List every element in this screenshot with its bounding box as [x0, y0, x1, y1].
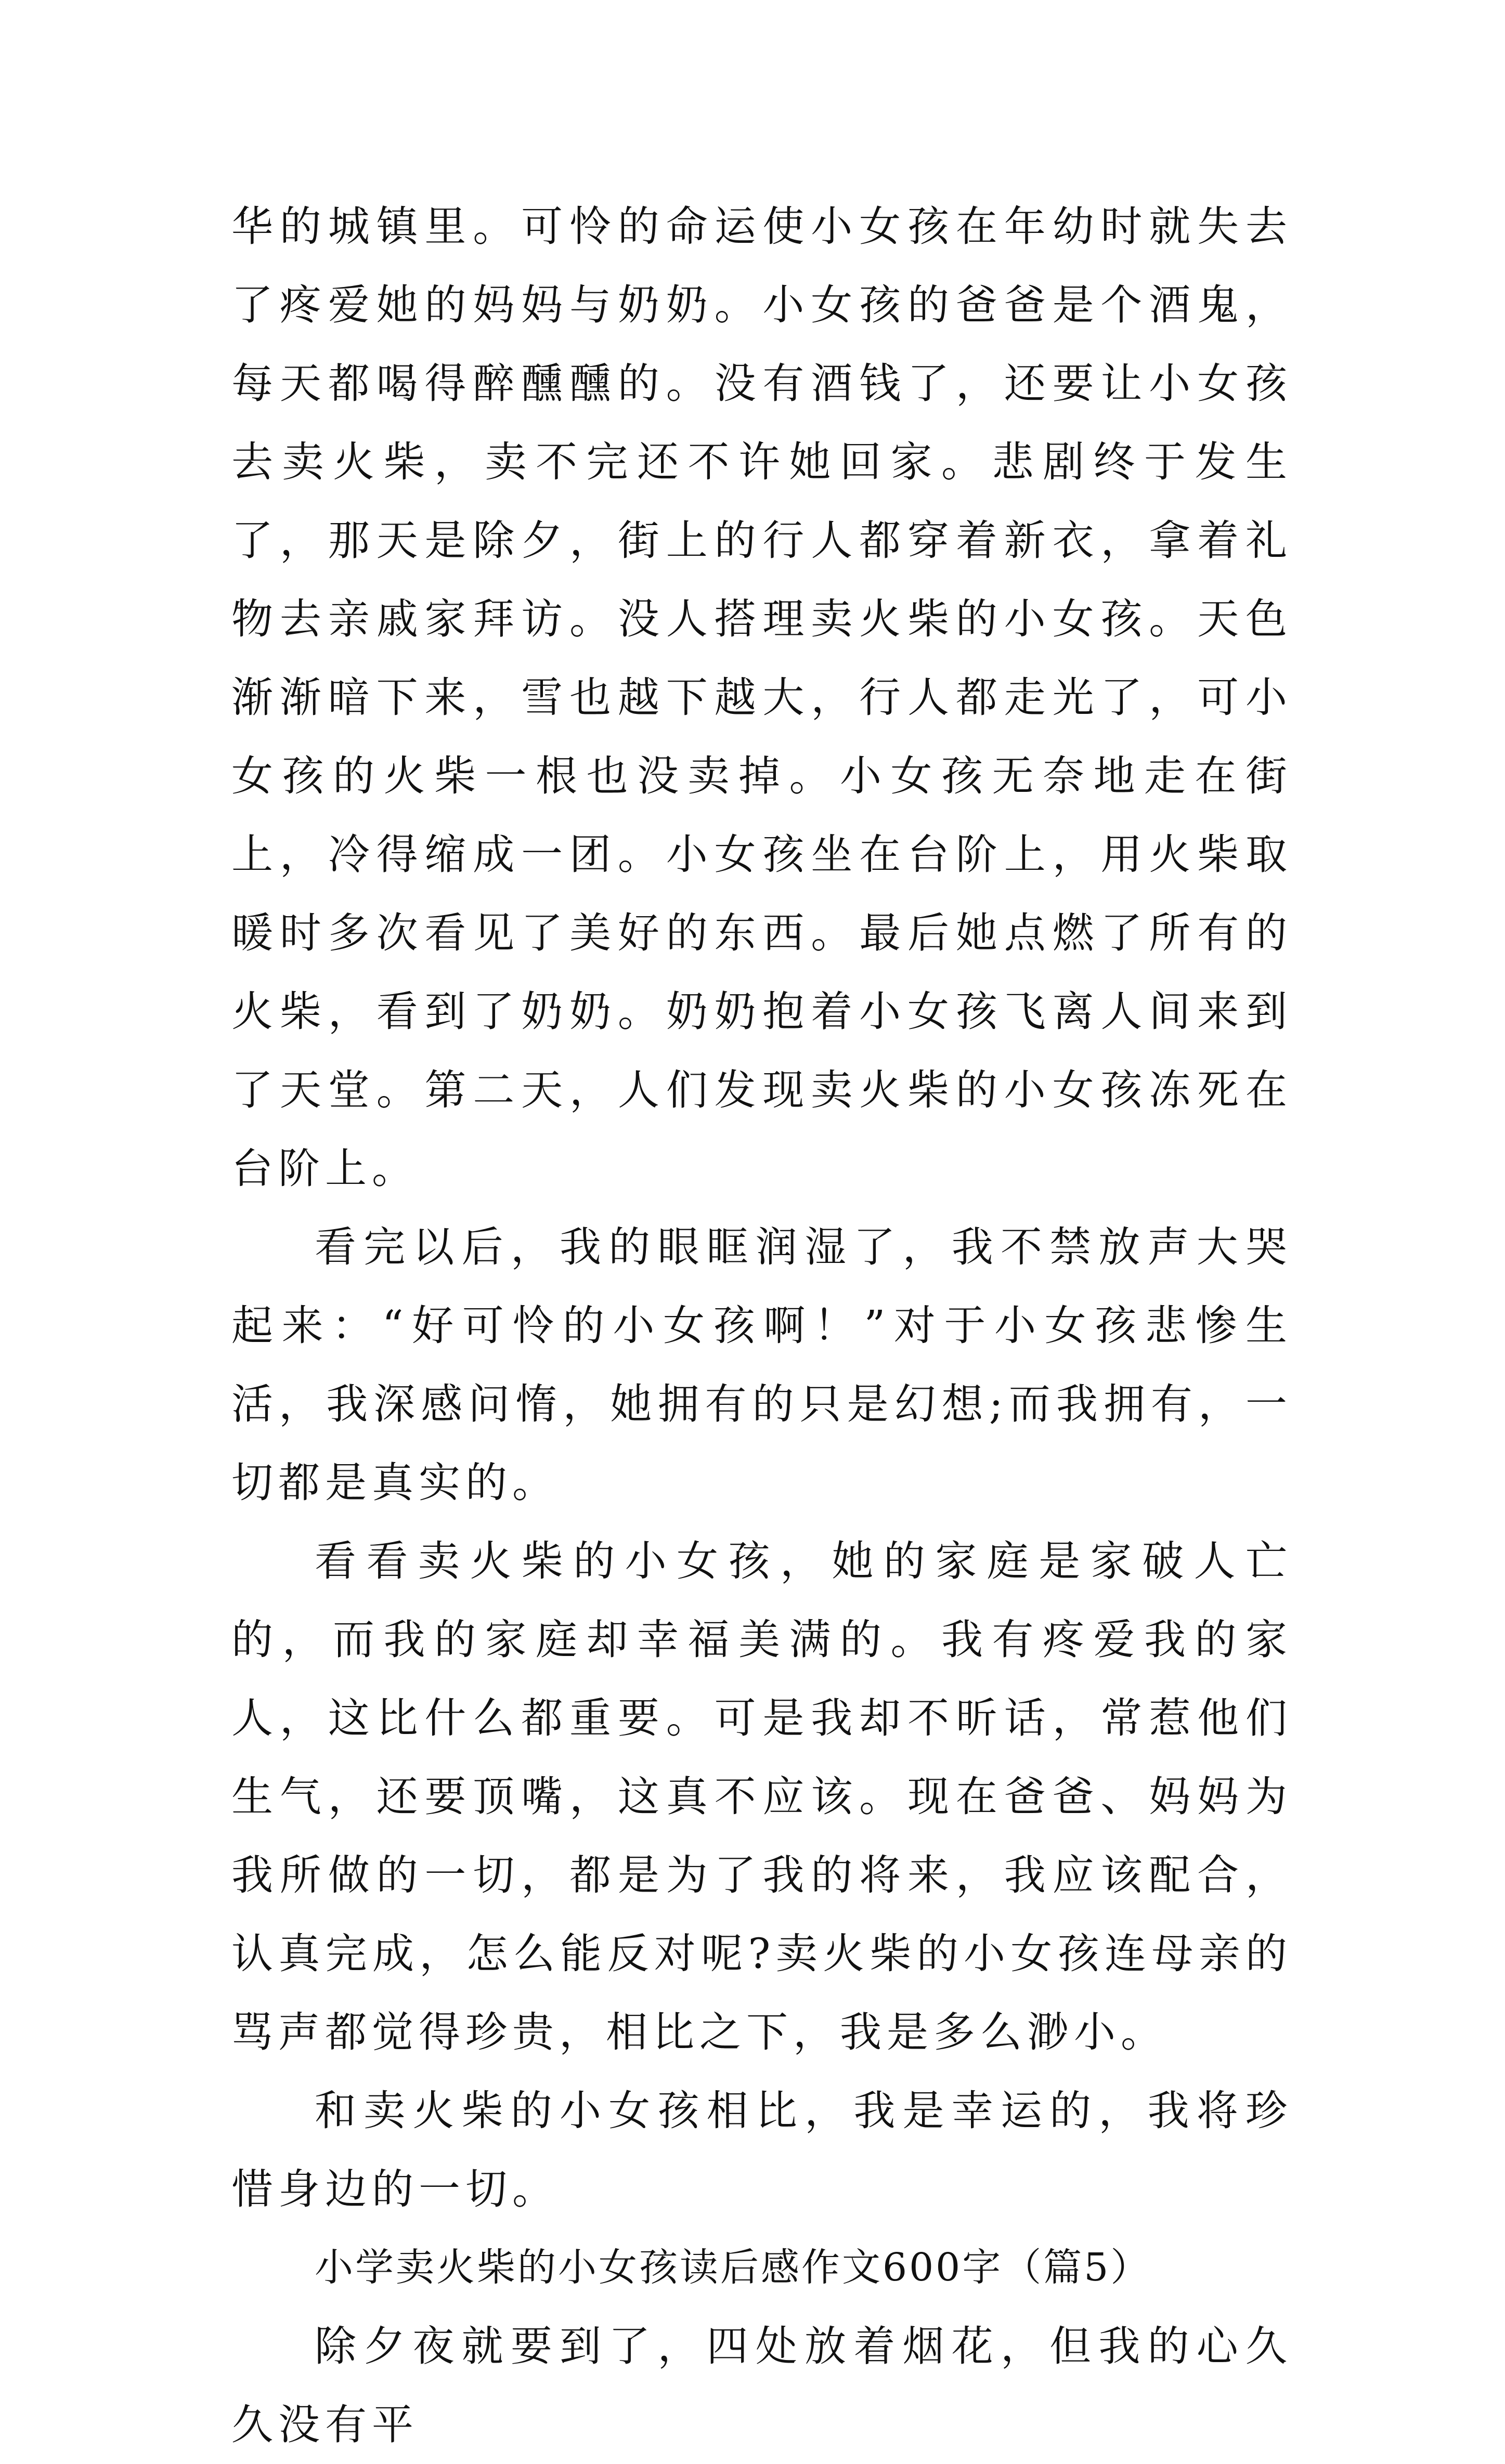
paragraph-2 [231, 1208, 1292, 1522]
paragraph-1-line-4: 回家。悲剧终于发生了，那天是除夕，街上的行人都穿着新 [231, 438, 1292, 565]
paragraph-3-line-3: 可是我却不昕话，常惹他们生气，还要顶嘴，这真不应该。 [231, 1694, 1293, 1821]
paragraph-1-line-6: 色渐渐暗下来，雪也越下越大，行人都走光了，可小女孩的 [231, 595, 1292, 800]
paragraph-1-line-7: 火柴一根也没卖掉。小女孩无奈地走在街上，冷得缩成一团。 [231, 752, 1292, 879]
paragraph-4-line-2: 一切。 [419, 2165, 559, 2213]
paragraph-2-line-1: 看完以后，我的眼眶润湿了，我不禁放声大哭起来：“好 [231, 1223, 1292, 1350]
paragraph-2-line-2: 可怜的小女孩啊！”对于小女孩悲惨生活，我深感问惰，她 [231, 1301, 1292, 1428]
paragraph-1-line-11: 在台阶上。 [231, 1066, 1292, 1193]
paragraph-1-line-3: 的。没有酒钱了，还要让小女孩去卖火柴，卖不完还不许她 [231, 359, 1293, 486]
paragraph-4-line-1: 和卖火柴的小女孩相比，我是幸运的，我将珍惜身边的 [231, 2087, 1292, 2213]
paragraph-1-line-10: 离人间来到了天堂。第二天，人们发现卖火柴的小女孩冻死 [231, 987, 1293, 1114]
paragraph-3-line-4: 现在爸爸、妈妈为我所做的一切，都是为了我的将来，我应 [231, 1772, 1292, 1899]
paragraph-4 [231, 2071, 1292, 2228]
paragraph-5-line-1: 除夕夜就要到了，四处放着烟花，但我的心久久没有平 [231, 2322, 1292, 2449]
section-heading: 小学卖火柴的小女孩读后感作文600字（篇5） [315, 2245, 1151, 2290]
paragraph-1-line-5: 衣，拿着礼物去亲戚家拜访。没人搭理卖火柴的小女孩。天 [231, 516, 1293, 643]
paragraph-1-line-2: 的妈妈与奶奶。小女孩的爸爸是个酒鬼，每天都喝得醉醺醺 [231, 281, 1293, 408]
paragraph-3-line-5: 该配合，认真完成，怎么能反对呢?卖火柴的小女孩连母亲 [231, 1851, 1293, 1978]
paragraph-3 [231, 1522, 1292, 2071]
paragraph-2-line-3: 拥有的只是幻想;而我拥有，一切都是真实的。 [231, 1380, 1293, 1507]
paragraph-1-line-9: 最后她点燃了所有的火柴，看到了奶奶。奶奶抱着小女孩飞 [231, 909, 1293, 1036]
document-body [231, 187, 1292, 2464]
paragraph-3-line-2: 家庭却幸福美满的。我有疼爱我的家人，这比什么都重要。 [231, 1615, 1292, 1742]
paragraph-3-line-1: 看看卖火柴的小女孩，她的家庭是家破人亡的，而我的 [231, 1537, 1292, 1664]
paragraph-1-line-8: 小女孩坐在台阶上，用火柴取暖时多次看见了美好的东西。 [231, 830, 1293, 957]
paragraph-1 [231, 187, 1292, 1208]
paragraph-1-line-1: 华的城镇里。可怜的命运使小女孩在年幼时就失去了疼爱她 [231, 202, 1292, 329]
paragraph-5 [231, 2307, 1292, 2464]
paragraph-3-line-6: 的骂声都觉得珍贵，相比之下，我是多么渺小。 [231, 1930, 1292, 2056]
